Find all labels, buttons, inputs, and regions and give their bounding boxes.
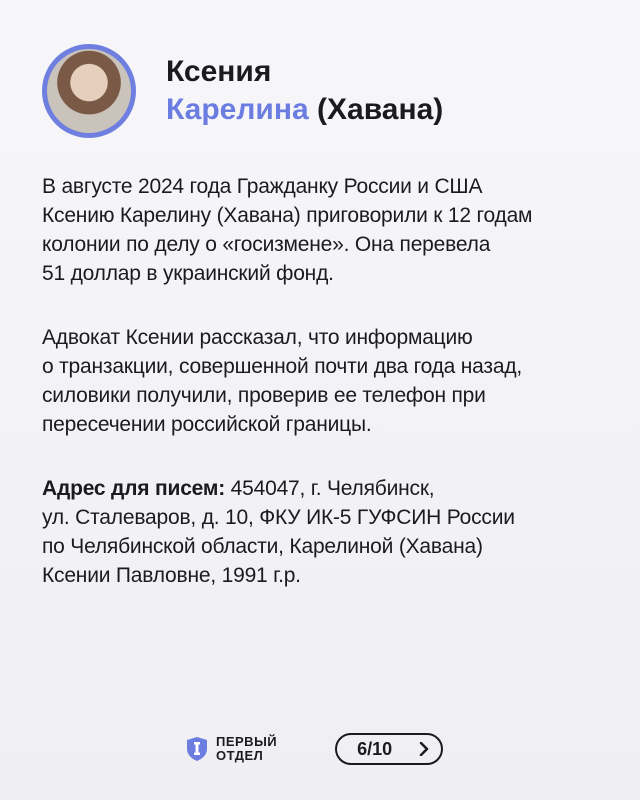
chevron-right-icon[interactable] — [419, 742, 429, 756]
surname: Карелина — [166, 93, 309, 126]
first-name: Ксения — [166, 55, 272, 88]
pagination[interactable] — [335, 733, 443, 765]
avatar — [42, 44, 136, 138]
paragraph-sentence: В августе 2024 года Гражданку России и США Ксению Карелину (Хавана) приговорили к 12 годам колонии по делу о «госизмене». Она перевела 51 доллар в украинский фонд. — [42, 175, 533, 285]
person-name — [166, 53, 443, 129]
page-indicator: 6/10 — [357, 738, 393, 759]
footer — [186, 733, 443, 765]
address-text: 454047, г. Челябинск, ул. Сталеваров, д. 10, ФКУ ИК-5 ГУФСИН России по Челябинской области, Карелиной (Хавана) Ксении Павловне, 1991 г.р. — [42, 477, 515, 587]
shield-icon — [186, 736, 208, 762]
paragraph-address — [42, 474, 602, 590]
paragraph-lawyer: Адвокат Ксении рассказал, что информацию о транзакции, совершенной почти два года назад, силовики получили, проверив ее телефон при пересечении российской границы. — [42, 326, 523, 436]
logo — [186, 735, 277, 763]
alias: (Хавана) — [317, 93, 444, 126]
profile-header — [42, 44, 443, 138]
logo-text: ПЕРВЫЙ ОТДЕЛ — [216, 734, 278, 763]
surname-line — [166, 91, 443, 129]
address-label: Адрес для писем: — [42, 477, 226, 500]
avatar-photo — [47, 49, 131, 133]
